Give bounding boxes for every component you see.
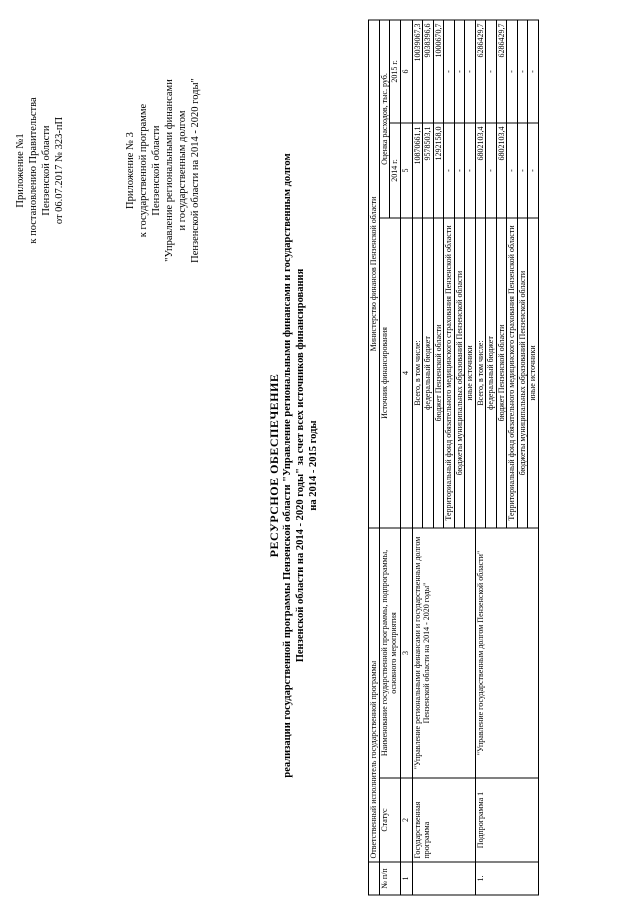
source-cell: бюджет Пензенской области <box>433 217 444 527</box>
header-row <box>379 19 390 894</box>
table-row <box>475 19 486 894</box>
header-2015: 2015 г. <box>390 19 401 122</box>
document-title <box>268 145 320 785</box>
header-2014: 2014 г. <box>390 122 401 217</box>
header-num: № п/п <box>379 862 400 895</box>
source-cell: федеральный бюджет <box>423 217 434 527</box>
appendix-3-line: и государственным долгом <box>177 110 188 230</box>
col-number: 4 <box>400 217 412 527</box>
appendix-3-line: Пензенской области на 2014 - 2020 годы" <box>190 77 201 263</box>
value-2015: 6286429,7 <box>496 19 507 122</box>
value-2014: 1292158,0 <box>433 122 444 217</box>
program-name: "Управление региональными финансами и государственным долгом Пензенской области на 2014 - 2020 годы" <box>412 527 475 777</box>
value-2015: - <box>444 19 455 122</box>
subprogram-status: Подпрограмма 1 <box>475 778 538 862</box>
value-2015: - <box>486 19 497 122</box>
value-2014: - <box>486 122 497 217</box>
value-2015: - <box>528 19 539 122</box>
value-2015: - <box>465 19 476 122</box>
col-number: 6 <box>400 19 412 122</box>
subprogram-num: 1. <box>475 862 538 895</box>
title-main: РЕСУРСНОЕ ОБЕСПЕЧЕНИЕ <box>267 373 281 557</box>
value-2014: - <box>517 122 528 217</box>
header-name: Наименование государственной программы, подпрограммы, основного мероприятия <box>379 527 400 777</box>
value-2014: 6802103,4 <box>496 122 507 217</box>
source-cell: Территориальный фонд обязательного медицинского страхования Пензенской области <box>507 217 518 527</box>
source-cell: бюджет Пензенской области <box>496 217 507 527</box>
appendix-1-line: Приложение №1 <box>15 132 26 208</box>
appendix-3-line: "Управление региональными финансами <box>164 78 175 262</box>
table-row <box>412 19 423 894</box>
value-2015: 6286429,7 <box>475 19 486 122</box>
value-2014: - <box>528 122 539 217</box>
header-estimate: Оценка расходов, тыс. руб. <box>379 19 390 217</box>
appendix-1-line: от 06.07.2017 № 323-пП <box>54 116 65 224</box>
source-cell: Всего, в том числе: <box>412 217 423 527</box>
appendix-3-line: Приложение № 3 <box>125 131 136 209</box>
source-cell: иные источники <box>465 217 476 527</box>
program-num <box>412 862 475 895</box>
value-2014: - <box>465 122 476 217</box>
appendix-1-block <box>14 35 66 305</box>
responsible-row <box>369 19 380 894</box>
value-2015: - <box>507 19 518 122</box>
value-2014: 6802103,4 <box>475 122 486 217</box>
col-number: 1 <box>400 862 412 895</box>
value-2014: - <box>507 122 518 217</box>
responsible-label: Ответственный исполнитель государственной программы <box>369 527 380 861</box>
value-2014: - <box>454 122 465 217</box>
value-2015: - <box>454 19 465 122</box>
responsible-value: Министерство финансов Пензенской области <box>369 19 380 527</box>
header-source: Источник финансирования <box>379 217 400 527</box>
numbering-row <box>400 19 412 894</box>
source-cell: иные источники <box>528 217 539 527</box>
source-cell: Всего, в том числе: <box>475 217 486 527</box>
appendix-1-line: Пензенской области <box>41 124 52 216</box>
appendix-3-line: Пензенской области <box>151 124 162 216</box>
appendix-3-line: к государственной программе <box>138 103 149 237</box>
value-2015: 9038396,6 <box>423 19 434 122</box>
source-cell: федеральный бюджет <box>486 217 497 527</box>
value-2015: - <box>517 19 528 122</box>
source-cell: Территориальный фонд обязательного медицинского страхования Пензенской области <box>444 217 455 527</box>
title-line: реализации государственной программы Пензенской области "Управление региональными финансами и государственным долгом <box>282 152 293 778</box>
program-status: Государственная программа <box>412 778 475 862</box>
title-line: на 2014 - 2015 годы <box>308 419 319 511</box>
col-number: 2 <box>400 778 412 862</box>
header-status: Статус <box>379 778 400 862</box>
resource-table <box>368 19 539 895</box>
source-cell: бюджеты муниципальных образований Пензенской области <box>454 217 465 527</box>
value-2015: 10039067,3 <box>412 19 423 122</box>
col-number: 5 <box>400 122 412 217</box>
source-cell: бюджеты муниципальных образований Пензенской области <box>517 217 528 527</box>
appendix-3-block <box>124 35 202 305</box>
value-2015: 1000670,7 <box>433 19 444 122</box>
subprogram-name: "Управление государственным долгом Пензенской области" <box>475 527 538 777</box>
value-2014: 10870661,1 <box>412 122 423 217</box>
title-line: Пензенской области на 2014 - 2020 годы" за счет всех источников финансирования <box>295 268 306 662</box>
value-2014: - <box>444 122 455 217</box>
value-2014: 9578503,1 <box>423 122 434 217</box>
col-number: 3 <box>400 527 412 777</box>
appendix-1-line: к постановлению Правительства <box>28 96 39 244</box>
